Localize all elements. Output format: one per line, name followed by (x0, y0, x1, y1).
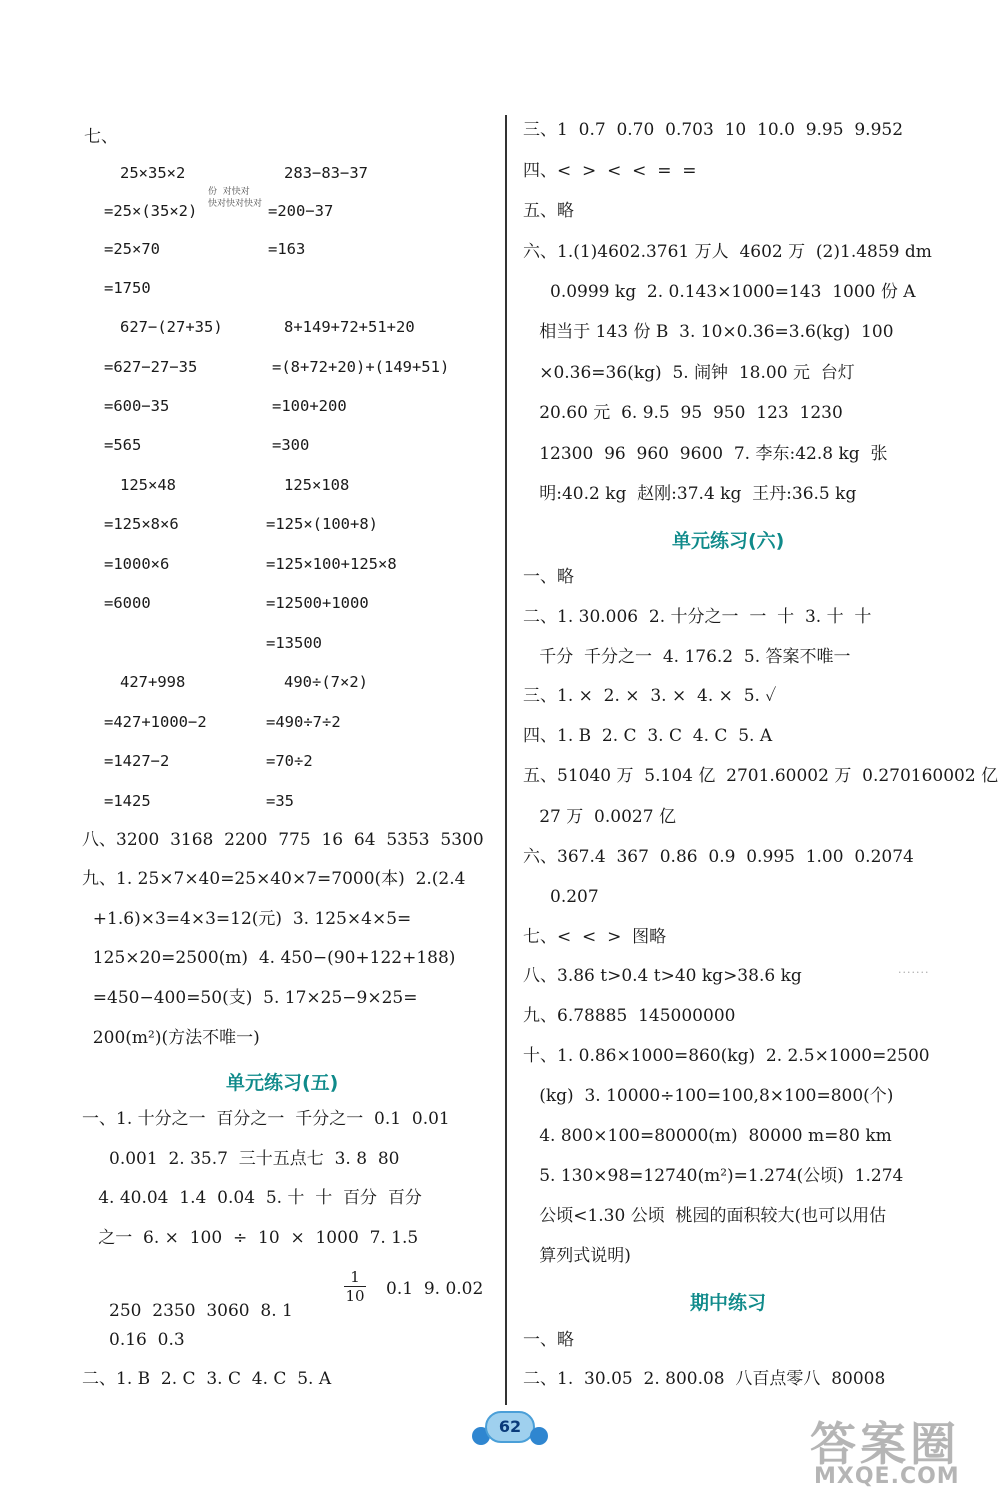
calc-step-right: 283−83−37 (284, 164, 368, 182)
calc-step-right: =163 (268, 240, 306, 258)
answer-line: 4. 40.04 1.4 0.04 5. 十 十 百分 百分 (82, 1188, 422, 1208)
answer-line: 千分 千分之一 4. 176.2 5. 答案不唯一 (523, 647, 851, 667)
calc-step-right: =125×100+125×8 (266, 555, 397, 573)
watermark-url: MXQE.COM (814, 1464, 960, 1489)
fraction-line-prefix: 250 2350 3060 8. 1 (92, 1301, 293, 1321)
calc-step-left: 125×48 (120, 476, 176, 494)
unit-5-title: 单元练习(五) (226, 1072, 339, 1094)
calc-step-left: =6000 (104, 594, 151, 612)
answer-line: 12300 96 960 9600 7. 李东:42.8 kg 张 (523, 444, 888, 464)
faint-dots: ······· (898, 966, 930, 979)
answer-line: 125×20=2500(m) 4. 450−(90+122+188) (82, 948, 456, 968)
section-7-title: 七、 (84, 127, 118, 147)
answer-line: 0.207 (523, 887, 599, 907)
fraction-denominator: 10 (345, 1287, 365, 1305)
calc-step-right: =300 (272, 436, 310, 454)
calc-step-left: =427+1000−2 (104, 713, 207, 731)
answer-line: 二、1. 30.006 2. 十分之一 一 十 3. 十 十 (523, 607, 872, 627)
answer-line: 算列式说明) (523, 1246, 631, 1266)
answer-line: 一、略 (523, 567, 574, 587)
calc-step-left: =565 (104, 436, 142, 454)
answer-line: 20.60 元 6. 9.5 95 950 123 1230 (523, 403, 843, 423)
midterm-title: 期中练习 (690, 1292, 767, 1314)
calc-step-left: =25×(35×2) (104, 202, 198, 220)
answer-line: 相当于 143 份 B 3. 10×0.36=3.6(kg) 100 (523, 322, 894, 342)
answer-line: 二、1. B 2. C 3. C 4. C 5. A (82, 1369, 332, 1389)
answer-line: =450−400=50(支) 5. 17×25−9×25= (82, 988, 418, 1008)
answer-line: ×0.36=36(kg) 5. 闹钟 18.00 元 台灯 (523, 363, 855, 383)
calc-step-left: =1427−2 (104, 752, 170, 770)
answer-line: 二、1. 30.05 2. 800.08 八百点零八 80008 (523, 1369, 886, 1389)
answer-line: +1.6)×3=4×3=12(元) 3. 125×4×5= (82, 909, 412, 929)
answer-line: 一、略 (523, 1330, 574, 1350)
answer-line: 27 万 0.0027 亿 (523, 807, 676, 827)
calc-step-right: =200−37 (268, 202, 334, 220)
answer-line: 200(m²)(方法不唯一) (82, 1028, 260, 1048)
answer-line: 七、< < > 图略 (523, 927, 667, 947)
answer-line: 五、51040 万 5.104 亿 2701.60002 万 0.270160002 亿 (523, 766, 999, 786)
answer-line: 九、1. 25×7×40=25×40×7=7000(本) 2.(2.4 (82, 869, 466, 889)
calc-step-left: 627−(27+35) (120, 318, 223, 336)
fraction-line-suffix: 0.1 9. 0.02 (386, 1279, 484, 1299)
answer-line: 九、6.78885 145000000 (523, 1006, 736, 1026)
answer-line: 四、< > < < = = (523, 161, 697, 181)
answer-line: 一、1. 十分之一 百分之一 千分之一 0.1 0.01 (82, 1109, 450, 1129)
unit-6-title: 单元练习(六) (672, 530, 785, 552)
answer-line: 之一 6. × 100 ÷ 10 × 1000 7. 1.5 (82, 1228, 419, 1248)
calc-step-left: =1750 (104, 279, 151, 297)
column-divider (505, 115, 507, 1405)
calc-step-left: =600−35 (104, 397, 170, 415)
page-number-badge (472, 1409, 548, 1447)
answer-line: 公顷<1.30 公顷 桃园的面积较大(也可以用估 (523, 1206, 887, 1226)
calc-step-left: =1425 (104, 792, 151, 810)
answer-line-fraction (82, 1278, 293, 1322)
answer-line: 六、1.(1)4602.3761 万人 4602 万 (2)1.4859 dm (523, 242, 932, 262)
answer-line: 三、1 0.7 0.70 0.703 10 10.0 9.95 9.952 (523, 120, 904, 140)
calc-step-right: 490÷(7×2) (284, 673, 368, 691)
answer-line: (kg) 3. 10000÷100=100,8×100=800(个) (523, 1086, 894, 1106)
calc-step-left: =627−27−35 (104, 358, 198, 376)
calc-step-right: =125×(100+8) (266, 515, 378, 533)
calc-step-right: =35 (266, 792, 294, 810)
calc-step-right: 125×108 (284, 476, 350, 494)
handwritten-scribble: 份 对快对 快对快对快对 (208, 187, 263, 209)
answer-line: 八、3200 3168 2200 775 16 64 5353 5300 (82, 830, 484, 850)
calc-step-right: =13500 (266, 634, 322, 652)
page-number: 62 (498, 1417, 522, 1436)
calc-step-left: 427+998 (120, 673, 186, 691)
answer-line: 四、1. B 2. C 3. C 4. C 5. A (523, 726, 773, 746)
fraction-one-tenth (344, 1268, 366, 1305)
calc-step-right: =490÷7÷2 (266, 713, 341, 731)
answer-line: 三、1. × 2. × 3. × 4. × 5. ✓ (523, 686, 777, 706)
answer-line: 0.001 2. 35.7 三十五点七 3. 8 80 (82, 1149, 400, 1169)
answer-line: 0.16 0.3 (82, 1330, 185, 1350)
answer-line: 5. 130×98=12740(m²)=1.274(公顷) 1.274 (523, 1166, 904, 1186)
calc-step-right: =70÷2 (266, 752, 313, 770)
calc-step-left: 25×35×2 (120, 164, 186, 182)
calc-step-left: =1000×6 (104, 555, 170, 573)
watermark-logo (800, 1408, 990, 1498)
calc-step-left: =25×70 (104, 240, 160, 258)
answer-line: 六、367.4 367 0.86 0.9 0.995 1.00 0.2074 (523, 847, 914, 867)
calc-step-right: =12500+1000 (266, 594, 369, 612)
answer-line: 五、略 (523, 201, 574, 221)
watermark-text: 答案圈 (810, 1417, 960, 1471)
calc-step-right: 8+149+72+51+20 (284, 318, 415, 336)
calc-step-right: =100+200 (272, 397, 347, 415)
calc-step-left: =125×8×6 (104, 515, 179, 533)
calc-step-right: =(8+72+20)+(149+51) (272, 358, 450, 376)
answer-line: 0.0999 kg 2. 0.143×1000=143 1000 份 A (523, 282, 916, 302)
answer-line: 4. 800×100=80000(m) 80000 m=80 km (523, 1126, 892, 1146)
answer-line: 八、3.86 t>0.4 t>40 kg>38.6 kg (523, 966, 802, 986)
answer-line: 明:40.2 kg 赵刚:37.4 kg 王丹:36.5 kg (523, 484, 857, 504)
fraction-numerator: 1 (350, 1268, 360, 1286)
answer-line: 十、1. 0.86×1000=860(kg) 2. 2.5×1000=2500 (523, 1046, 930, 1066)
